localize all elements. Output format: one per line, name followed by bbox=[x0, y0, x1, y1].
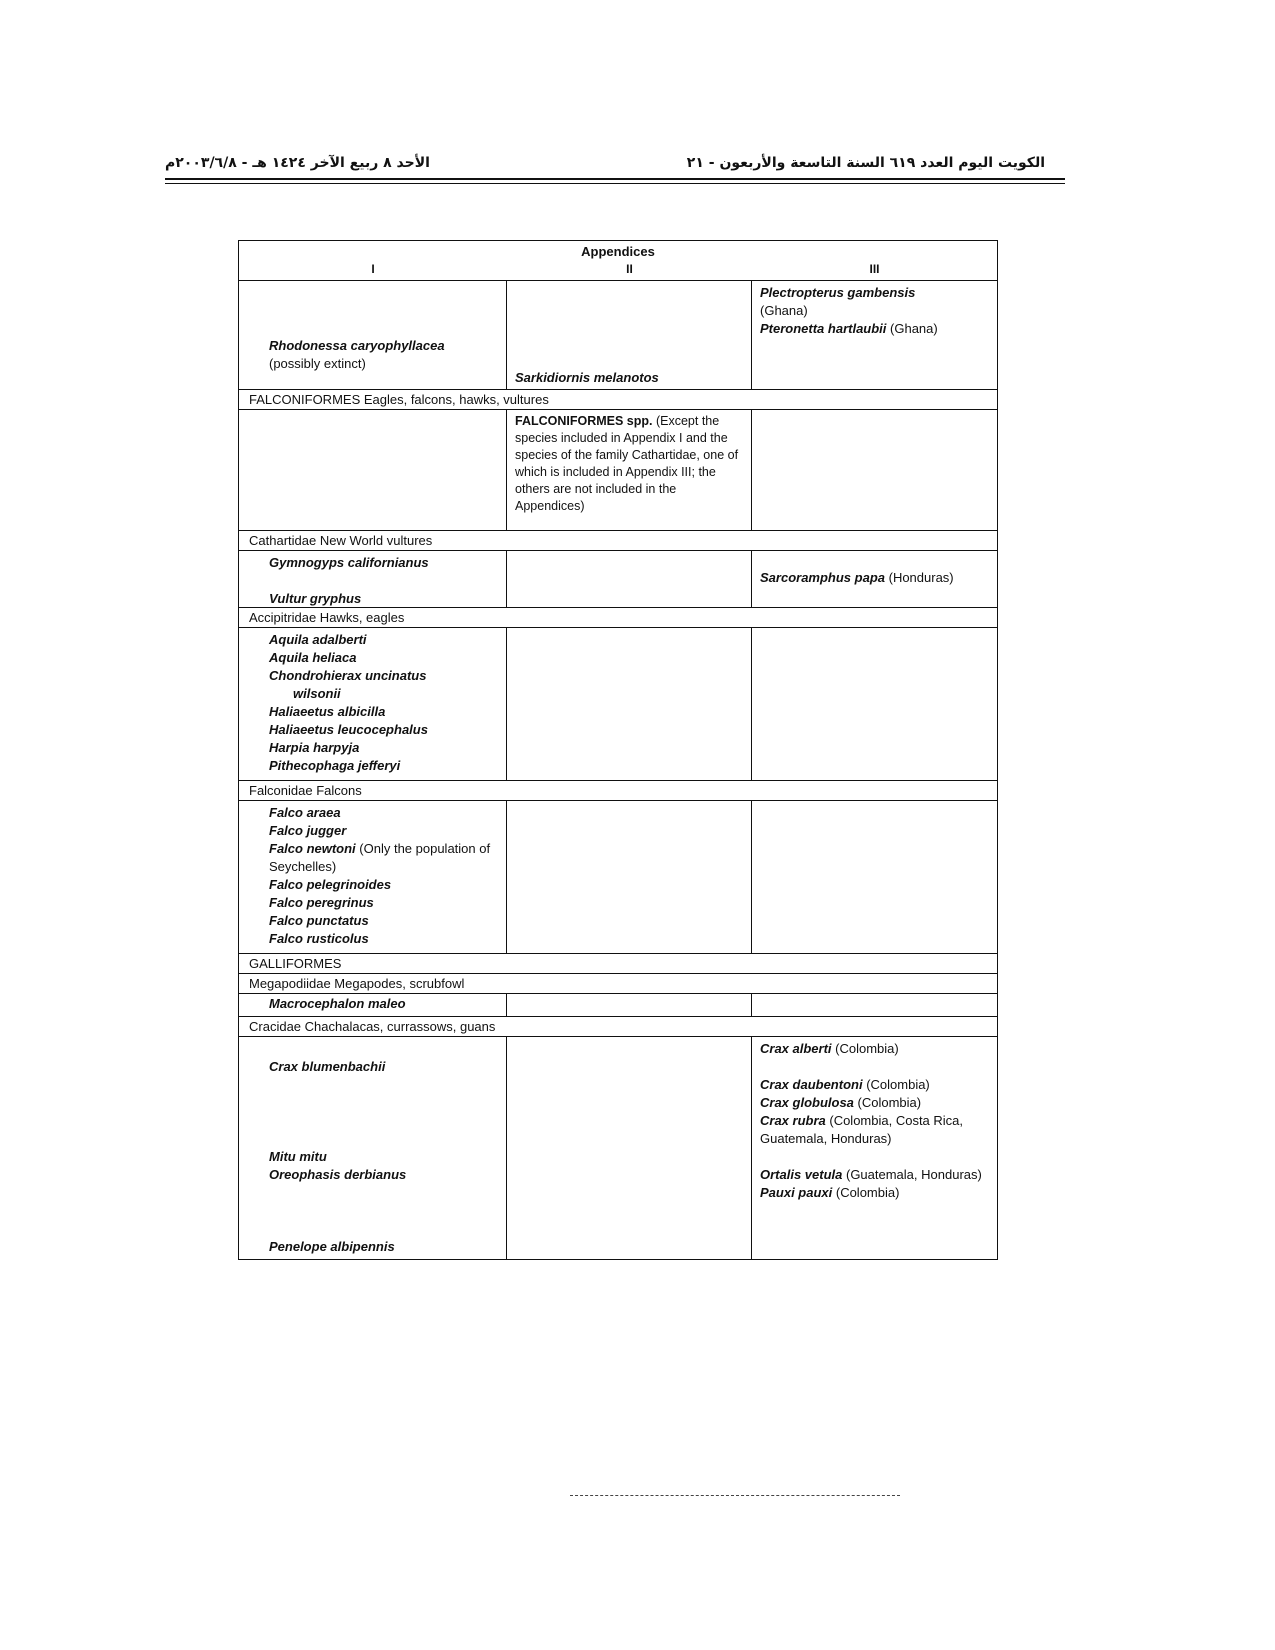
section-megapodiidae: Megapodiidae Megapodes, scrubfowl bbox=[238, 974, 998, 994]
table-title: Appendices bbox=[581, 244, 655, 259]
species-name: Falco araea bbox=[269, 805, 341, 820]
header-rule-thin bbox=[165, 183, 1065, 184]
species-name: Pauxi pauxi bbox=[760, 1185, 833, 1200]
species-name: Vultur gryphus bbox=[269, 591, 362, 606]
species-name: Haliaeetus albicilla bbox=[269, 704, 386, 719]
section-accipitridae: Accipitridae Hawks, eagles bbox=[238, 608, 998, 628]
section-falconiformes: FALCONIFORMES Eagles, falcons, hawks, vultures bbox=[238, 390, 998, 410]
species-name: Pithecophaga jefferyi bbox=[269, 758, 401, 773]
species-note: (Only the population of Seychelles) bbox=[269, 841, 491, 874]
species-name: Chondrohierax uncinatus bbox=[269, 668, 427, 683]
species-note: (Colombia) bbox=[862, 1077, 930, 1092]
species-name: Falco peregrinus bbox=[269, 895, 374, 910]
species-name: Falco rusticolus bbox=[269, 931, 369, 946]
species-name: Crax rubra bbox=[760, 1113, 826, 1128]
section-galliformes: GALLIFORMES bbox=[238, 954, 998, 974]
header-date: الأحد ٨ ربيع الآخر ١٤٢٤ هـ - ٢٠٠٣/٦/٨م bbox=[165, 155, 430, 171]
species-name: FALCONIFORMES spp. bbox=[515, 414, 653, 428]
species-note: (Ghana) bbox=[886, 321, 938, 336]
species-note: (Colombia) bbox=[832, 1185, 900, 1200]
species-name: Sarcoramphus papa bbox=[760, 570, 885, 585]
species-name: Falco pelegrinoides bbox=[269, 877, 392, 892]
table-row bbox=[238, 410, 998, 531]
species-name: Falco newtoni bbox=[269, 841, 356, 856]
appendices-table bbox=[238, 240, 998, 1260]
species-name: Crax globulosa bbox=[760, 1095, 854, 1110]
table-row bbox=[238, 281, 998, 390]
species-name: Ortalis vetula bbox=[760, 1167, 843, 1182]
column-header-i: I bbox=[371, 262, 375, 276]
species-name: Crax daubentoni bbox=[760, 1077, 863, 1092]
section-cathartidae: Cathartidae New World vultures bbox=[238, 531, 998, 551]
species-name: Plectropterus gambensis bbox=[760, 285, 916, 300]
species-note: (Except the species included in Appendix I and the species of the family Cathartidae, one of which is included in Appendix III; the others are not included in the Appendices) bbox=[515, 414, 739, 513]
species-name: Falco punctatus bbox=[269, 913, 369, 928]
table-row bbox=[238, 628, 998, 781]
section-cracidae: Cracidae Chachalacas, currassows, guans bbox=[238, 1017, 998, 1037]
species-name: Aquila heliaca bbox=[269, 650, 357, 665]
species-name: wilsonii bbox=[293, 686, 341, 701]
species-note: (Colombia) bbox=[831, 1041, 899, 1056]
species-name: Harpia harpyja bbox=[269, 740, 360, 755]
section-falconidae: Falconidae Falcons bbox=[238, 781, 998, 801]
species-note: (possibly extinct) bbox=[269, 356, 366, 371]
species-note: (Honduras) bbox=[885, 570, 954, 585]
species-name: Crax alberti bbox=[760, 1041, 832, 1056]
species-note: (Colombia, Costa Rica, Guatemala, Honduras) bbox=[760, 1113, 964, 1146]
species-name: Mitu mitu bbox=[269, 1149, 327, 1164]
footer-rule bbox=[570, 1495, 900, 1496]
species-note: (Guatemala, Honduras) bbox=[842, 1167, 982, 1182]
table-row bbox=[238, 801, 998, 954]
column-header-ii: II bbox=[626, 262, 633, 276]
table-row bbox=[238, 1037, 998, 1260]
species-name: Rhodonessa caryophyllacea bbox=[269, 338, 445, 353]
species-name: Penelope albipennis bbox=[269, 1239, 395, 1254]
table-header bbox=[238, 240, 998, 281]
species-name: Pteronetta hartlaubii bbox=[760, 321, 887, 336]
header-rule bbox=[165, 178, 1065, 180]
column-header-iii: III bbox=[869, 262, 880, 276]
species-name: Sarkidiornis melanotos bbox=[515, 370, 659, 385]
species-name: Falco jugger bbox=[269, 823, 347, 838]
species-name: Gymnogyps californianus bbox=[269, 555, 429, 570]
species-note: (Colombia) bbox=[853, 1095, 922, 1110]
species-name: Macrocephalon maleo bbox=[269, 996, 406, 1011]
species-name: Aquila adalberti bbox=[269, 632, 367, 647]
species-name: Haliaeetus leucocephalus bbox=[269, 722, 428, 737]
species-note: (Ghana) bbox=[760, 303, 808, 318]
table-row bbox=[238, 994, 998, 1017]
table-row bbox=[238, 551, 998, 608]
species-name: Crax blumenbachii bbox=[269, 1059, 386, 1074]
header-publication: الكويت اليوم العدد ٦١٩ السنة التاسعة والأربعون - ٢١ bbox=[686, 155, 1045, 171]
species-name: Oreophasis derbianus bbox=[269, 1167, 407, 1182]
